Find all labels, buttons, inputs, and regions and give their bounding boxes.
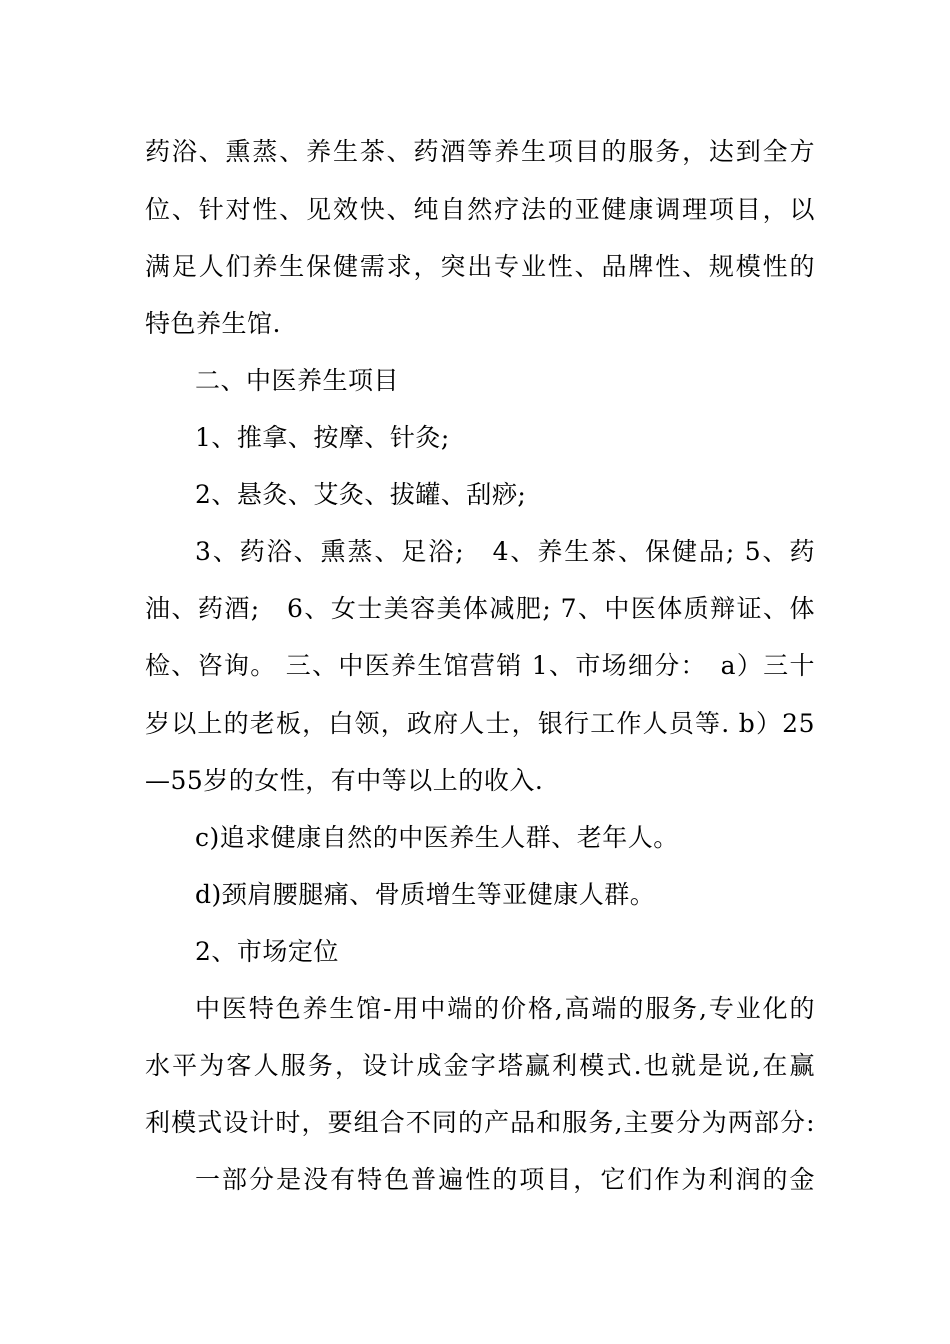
paragraph-line: 位、针对性、见效快、纯自然疗法的亚健康调理项目，以 — [145, 195, 815, 224]
list-item: 2、悬灸、艾灸、拔罐、刮痧; — [195, 480, 527, 509]
paragraph-line: 满足人们养生保健需求，突出专业性、品牌性、规模性的 — [145, 252, 815, 281]
section-heading: 二、中医养生项目 — [195, 366, 400, 395]
paragraph-line: 药浴、熏蒸、养生茶、药酒等养生项目的服务，达到全方 — [145, 137, 815, 166]
paragraph-line: 利模式设计时，要组合不同的产品和服务,主要分为两部分: — [145, 1108, 815, 1137]
paragraph-line: 特色养生馆. — [145, 309, 281, 338]
section-heading: 2、市场定位 — [195, 937, 339, 966]
paragraph-line: 中医特色养生馆-用中端的价格,高端的服务,专业化的 — [195, 994, 815, 1023]
paragraph-line: 一部分是没有特色普遍性的项目，它们作为利润的金 — [195, 1165, 815, 1194]
paragraph-line: 油、药酒; 6、女士美容美体减肥; 7、中医体质辩证、体 — [145, 594, 815, 623]
paragraph-line: —55岁的女性，有中等以上的收入. — [145, 766, 544, 795]
paragraph-line: 检、咨询。 三、中医养生馆营销 1、市场细分： a）三十 — [145, 651, 815, 680]
paragraph-line: 岁以上的老板，白领，政府人士，银行工作人员等. b）25 — [145, 709, 815, 738]
list-item: 1、推拿、按摩、针灸; — [195, 423, 450, 452]
paragraph-line: 3、药浴、熏蒸、足浴; 4、养生茶、保健品; 5、药 — [195, 537, 815, 566]
list-item: d)颈肩腰腿痛、骨质增生等亚健康人群。 — [195, 880, 656, 909]
list-item: c)追求健康自然的中医养生人群、老年人。 — [195, 823, 679, 852]
paragraph-line: 水平为客人服务，设计成金字塔赢利模式.也就是说,在赢 — [145, 1051, 815, 1080]
